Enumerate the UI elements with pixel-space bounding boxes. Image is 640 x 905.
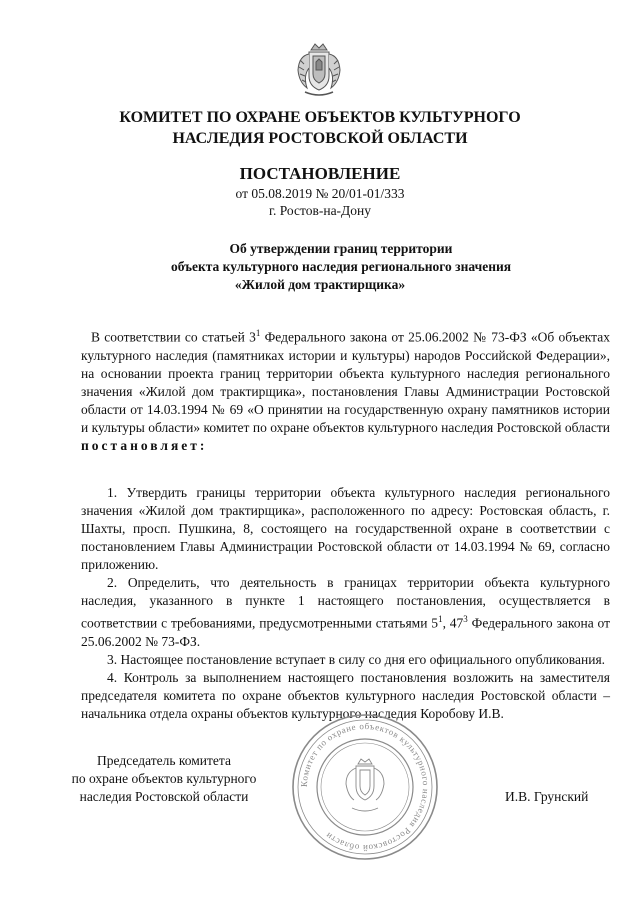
subject-line-2: объекта культурного наследия регионального значения [170, 259, 512, 274]
item-1: 1. Утвердить границы территории объекта культурного наследия регионального значения «Жилой дом трактирщика», расположенного по адресу: Ростовская область, г. Шахты, просп. Пушкина, 8, состоящего на государственной охране в соответствии с постановлением Главы Администрации Ростовской области от 14.03.1994 № 69, согласно приложению. [81, 485, 610, 572]
signer-name: И.В. Грунский [505, 789, 589, 804]
committee-line-2: НАСЛЕДИЯ РОСТОВСКОЙ ОБЛАСТИ [172, 130, 468, 147]
item-2-start: 2. Определить, что деятельность в границах территории объекта культурного наследия, указанного в пункте 1 настоящего постановления, осуществляется в соответствии с требованиями, предусмотренными статьями 5 [81, 575, 610, 631]
item-2-sup-1: 1 [438, 614, 443, 624]
chairman-line-1: Председатель комитета [97, 753, 231, 768]
chairman-line-3: наследия Ростовской области [79, 789, 249, 804]
subject-line-1: Об утверждении границ территории [229, 241, 453, 256]
item-2-sup-2: 3 [463, 614, 468, 624]
item-2 [81, 574, 610, 651]
committee-name [0, 107, 640, 149]
chairman-title [48, 752, 280, 806]
chairman-line-2: по охране объектов культурного [71, 771, 257, 786]
intro-text-start: В соответствии со статьей 3 [91, 329, 256, 345]
decree-date: от 05.08.2019 № 20/01-01/333 [235, 186, 405, 201]
decree-items [81, 484, 610, 723]
item-4: 4. Контроль за выполнением настоящего постановления возложить на заместителя председателя комитета по охране объектов культурного наследия Ростовской области – начальника отдела охраны объектов культурного наследия Коробову И.В. [81, 669, 610, 721]
item-2-end: Федерального закона от 25.06.2002 № 73-ФЗ. [81, 615, 611, 649]
svg-text:Комитет по охране объектов кул [299, 721, 431, 853]
decree-city: г. Ростов-на-Дону [268, 203, 371, 218]
intro-text [81, 324, 610, 437]
decree-title: ПОСТАНОВЛЕНИЕ [239, 164, 401, 183]
intro-paragraph [81, 324, 610, 455]
seal-text: Комитет по охране объектов культурного наследия Ростовской области [298, 720, 432, 854]
coat-of-arms-icon [295, 40, 343, 100]
resolves-word: постановляет: [81, 437, 208, 453]
item-3: 3. Настоящее постановление вступает в силу со дня его официального опубликования. [107, 651, 606, 667]
intro-text-rest: Федерального закона от 25.06.2002 № 73-ФЗ «Об объектах культурного наследия (памятниках истории и культуры) народов Российской Федерации», на основании проекта границ территории объекта культурного наследия регионального значения «Жилой дом трактирщика», постановления Главы Администрации Ростовской области от 14.03.1994 № 69 «О принятии на государственную охрану памятников истории и культуры области» комитет по охране объектов культурного наследия Ростовской области [81, 329, 610, 435]
item-2-mid: , 47 [442, 615, 464, 631]
subject-line-3: «Жилой дом трактирщика» [234, 277, 406, 292]
official-seal-icon [290, 712, 440, 862]
article-superscript: 1 [255, 328, 261, 338]
committee-line-1: КОМИТЕТ ПО ОХРАНЕ ОБЪЕКТОВ КУЛЬТУРНОГО [119, 109, 521, 126]
